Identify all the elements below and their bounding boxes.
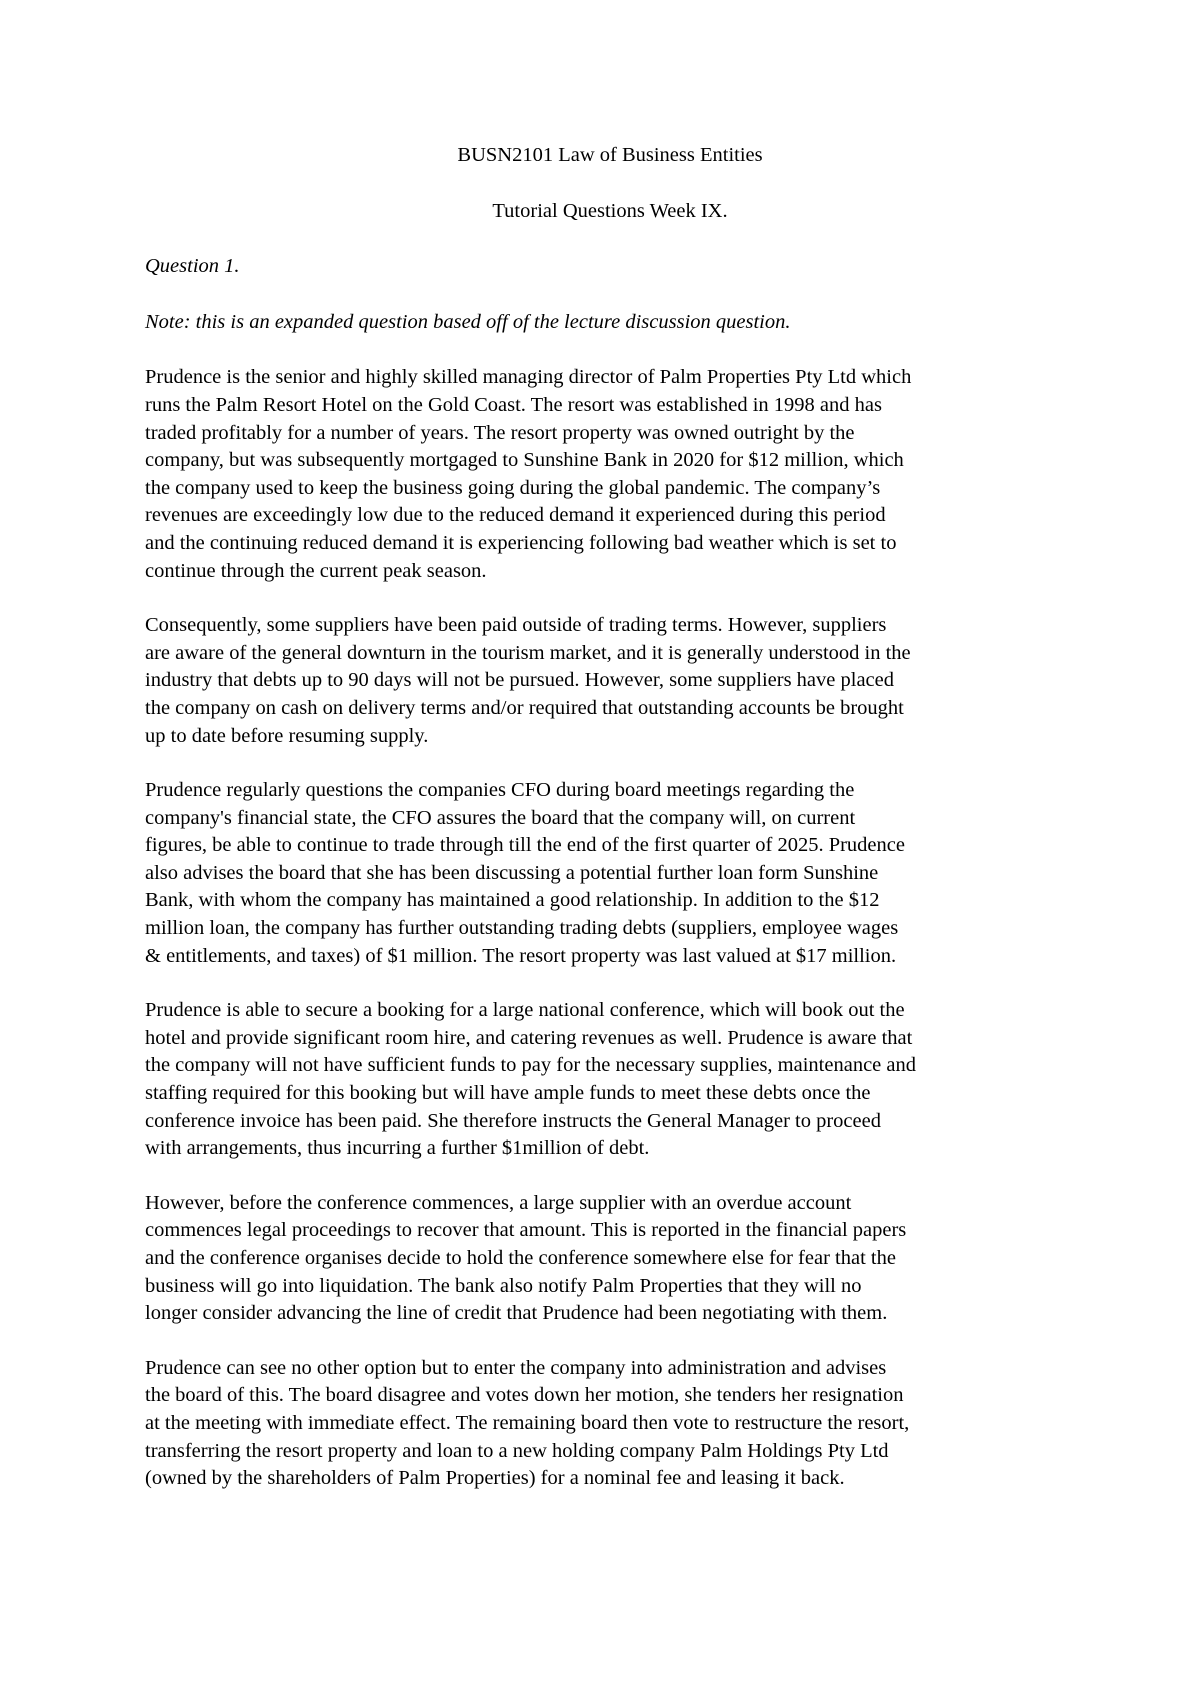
text-line: the company used to keep the business going during the global pandemic. The company’s	[145, 476, 881, 499]
text-line: the company will not have sufficient funds to pay for the necessary supplies, maintenance and	[145, 1054, 916, 1077]
document-page	[145, 142, 1075, 1520]
paragraph-conference	[145, 997, 1075, 1163]
paragraph-administration	[145, 1355, 1075, 1493]
text-line: Prudence can see no other option but to enter the company into administration and advises	[145, 1356, 887, 1379]
question-label: Question 1.	[145, 255, 240, 278]
text-line: staffing required for this booking but will have ample funds to meet these debts once the	[145, 1082, 871, 1105]
text-line: Prudence regularly questions the companies CFO during board meetings regarding the	[145, 779, 855, 802]
text-line: Bank, with whom the company has maintained a good relationship. In addition to the $12	[145, 889, 880, 912]
paragraph-background	[145, 364, 1075, 585]
paragraph-cfo	[145, 777, 1075, 970]
text-line: the board of this. The board disagree and votes down her motion, she tenders her resignation	[145, 1384, 904, 1407]
text-line: Consequently, some suppliers have been paid outside of trading terms. However, suppliers	[145, 614, 887, 637]
text-line: up to date before resuming supply.	[145, 724, 429, 747]
text-line: (owned by the shareholders of Palm Properties) for a nominal fee and leasing it back.	[145, 1467, 845, 1490]
text-line: figures, be able to continue to trade through till the end of the first quarter of 2025. Prudence	[145, 834, 905, 857]
text-line: company, but was subsequently mortgaged to Sunshine Bank in 2020 for $12 million, which	[145, 449, 904, 472]
question-note: Note: this is an expanded question based off of the lecture discussion question.	[145, 310, 791, 333]
text-line: conference invoice has been paid. She therefore instructs the General Manager to proceed	[145, 1109, 881, 1132]
text-line: company's financial state, the CFO assures the board that the company will, on current	[145, 806, 856, 829]
text-line: hotel and provide significant room hire, and catering revenues as well. Prudence is aware that	[145, 1026, 913, 1049]
text-line: Prudence is the senior and highly skilled managing director of Palm Properties Pty Ltd which	[145, 366, 912, 389]
text-line: traded profitably for a number of years. The resort property was owned outright by the	[145, 421, 855, 444]
text-line: However, before the conference commences, a large supplier with an overdue account	[145, 1191, 852, 1214]
text-line: continue through the current peak season.	[145, 559, 487, 582]
paragraph-suppliers	[145, 612, 1075, 750]
text-line: runs the Palm Resort Hotel on the Gold Coast. The resort was established in 1998 and has	[145, 393, 882, 416]
text-line: with arrangements, thus incurring a further $1million of debt.	[145, 1137, 650, 1160]
course-title: BUSN2101 Law of Business Entities	[457, 144, 763, 166]
paragraph-legal-proceedings	[145, 1190, 1075, 1328]
text-line: business will go into liquidation. The bank also notify Palm Properties that they will no	[145, 1274, 862, 1297]
text-line: are aware of the general downturn in the tourism market, and it is generally understood in the	[145, 641, 911, 664]
text-line: & entitlements, and taxes) of $1 million. The resort property was last valued at $17 million.	[145, 944, 897, 967]
text-line: longer consider advancing the line of credit that Prudence had been negotiating with them.	[145, 1302, 888, 1325]
text-line: at the meeting with immediate effect. The remaining board then vote to restructure the resort,	[145, 1411, 910, 1434]
text-line: the company on cash on delivery terms and/or required that outstanding accounts be brought	[145, 696, 904, 719]
text-line: transferring the resort property and loan to a new holding company Palm Holdings Pty Ltd	[145, 1439, 889, 1462]
text-line: Prudence is able to secure a booking for a large national conference, which will book out the	[145, 999, 905, 1022]
text-line: also advises the board that she has been discussing a potential further loan form Sunshine	[145, 861, 879, 884]
text-line: commences legal proceedings to recover that amount. This is reported in the financial papers	[145, 1219, 907, 1242]
text-line: revenues are exceedingly low due to the reduced demand it experienced during this period	[145, 504, 886, 527]
text-line: and the conference organises decide to hold the conference somewhere else for fear that the	[145, 1247, 896, 1269]
text-line: and the continuing reduced demand it is experiencing following bad weather which is set to	[145, 531, 897, 554]
text-line: million loan, the company has further outstanding trading debts (suppliers, employee wages	[145, 917, 899, 940]
tutorial-title: Tutorial Questions Week IX.	[492, 199, 728, 222]
text-line: industry that debts up to 90 days will not be pursued. However, some suppliers have placed	[145, 669, 894, 692]
